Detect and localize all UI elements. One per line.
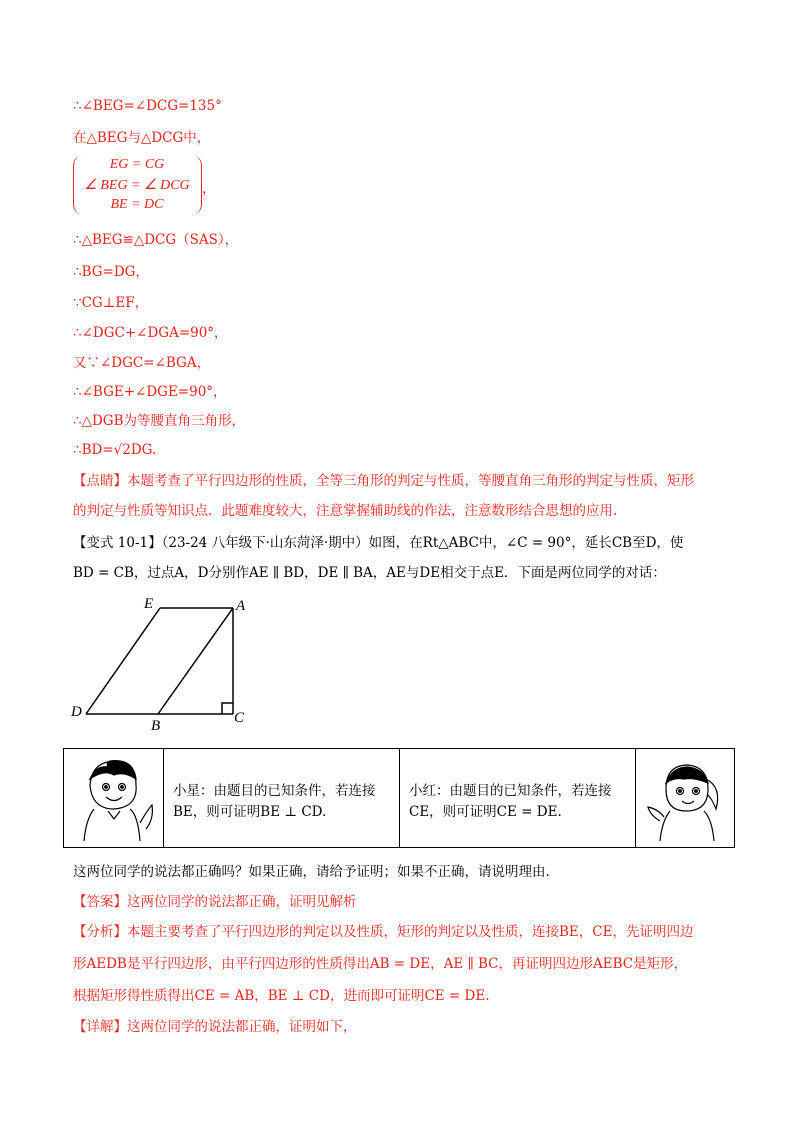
label-B: B bbox=[151, 718, 161, 734]
system-row-2: ∠ BEG = ∠ DCG bbox=[84, 178, 190, 193]
proof-line-9: ∴△DGB为等腰直角三角形， bbox=[73, 413, 245, 429]
comment-line-1 bbox=[73, 471, 694, 491]
label-E: E bbox=[144, 596, 154, 612]
proof-line-8: ∴∠BGE+∠DGE=90°， bbox=[73, 384, 227, 400]
analysis-tag: 【分析】 bbox=[73, 924, 127, 940]
analysis-text-1: 本题主要考查了平行四边形的判定以及性质，矩形的判定以及性质，连接BE，CE，先证明四边 bbox=[127, 924, 694, 940]
proof-line-4: ∴BG=DG， bbox=[73, 264, 149, 280]
xiaoxing-text-1: 小星：由题目的已知条件，若连接 bbox=[173, 783, 376, 799]
analysis-line-2: 形AEDB是平行四边形，由平行四边形的性质得出AB = DE，AE ∥ BC，再证明四边形AEBC是矩形， bbox=[73, 956, 688, 972]
xiaoxing-cell bbox=[164, 749, 400, 847]
system-row-1: EG = CG bbox=[109, 157, 165, 172]
comment-line-2: 的判定与性质等知识点．此题难度较大，注意掌握辅助线的作法，注意数形结合思想的应用. bbox=[73, 503, 618, 519]
segment-BA bbox=[158, 608, 233, 714]
answer-line bbox=[73, 892, 357, 912]
xiaohong-text-2: CE，则可证明CE = DE. bbox=[409, 804, 562, 820]
system-row-3: BE = DC bbox=[110, 197, 164, 212]
proof-line-6: ∴∠DGC+∠DGA=90°， bbox=[73, 325, 228, 341]
proof-line-3: ∴△BEG≌△DCG（SAS）， bbox=[73, 232, 239, 248]
right-angle-mark bbox=[222, 703, 233, 714]
answer-tag: 【答案】 bbox=[73, 894, 127, 910]
system-comma: ， bbox=[202, 181, 216, 197]
variant-line-2: BD = CB，过点A，D分别作AE ∥ BD，DE ∥ BA，AE与DE相交于点E．下面是两位同学的对话： bbox=[73, 565, 666, 581]
girl-avatar-cell bbox=[636, 749, 733, 847]
proof-line-7: 又∵∠DGC=∠BGA， bbox=[73, 355, 211, 371]
boy-avatar-icon bbox=[64, 749, 162, 846]
xiaoxing-text-2: BE，则可证明BE ⊥ CD. bbox=[173, 804, 327, 820]
label-A: A bbox=[236, 598, 246, 614]
detail-text: 这两位同学的说法都正确，证明如下， bbox=[127, 1019, 357, 1035]
boy-avatar-cell bbox=[64, 749, 164, 847]
detail-tag: 【详解】 bbox=[73, 1019, 127, 1035]
variant-line-1: 【变式 10-1】（23-24 八年级下·山东菏泽·期中）如图，在Rt△ABC中，∠C = 90°，延长CB至D，使 bbox=[73, 535, 684, 551]
segment-DE bbox=[86, 608, 160, 714]
comment-text-1: 本题考查了平行四边形的性质，全等三角形的判定与性质，等腰直角三角形的判定与性质，矩形 bbox=[127, 473, 694, 489]
answer-text: 这两位同学的说法都正确，证明见解析 bbox=[127, 894, 357, 910]
label-D: D bbox=[71, 704, 82, 720]
girl-avatar-icon bbox=[636, 749, 733, 846]
equation-system bbox=[73, 152, 216, 218]
proof-line-10: ∴BD=√2DG. bbox=[73, 442, 157, 458]
detail-line bbox=[73, 1017, 357, 1037]
analysis-line-1 bbox=[73, 922, 693, 942]
proof-line-5: ∵CG⊥EF， bbox=[73, 295, 149, 311]
comment-tag: 【点睛】 bbox=[73, 473, 127, 489]
proof-line-1: ∴∠BEG=∠DCG=135° bbox=[73, 98, 222, 114]
proof-line-2: 在△BEG与△DCG中， bbox=[73, 130, 211, 146]
question-text: 这两位同学的说法都正确吗？如果正确，请给予证明；如果不正确，请说明理由. bbox=[73, 864, 550, 880]
right-brace bbox=[193, 156, 202, 214]
analysis-line-3: 根据矩形得性质得出CE = AB，BE ⊥ CD，进而即可证明CE = DE. bbox=[73, 988, 490, 1004]
label-C: C bbox=[234, 710, 245, 726]
dialogue-table bbox=[63, 748, 735, 848]
xiaohong-cell bbox=[400, 749, 636, 847]
xiaohong-text-1: 小红：由题目的已知条件，若连接 bbox=[409, 783, 612, 799]
